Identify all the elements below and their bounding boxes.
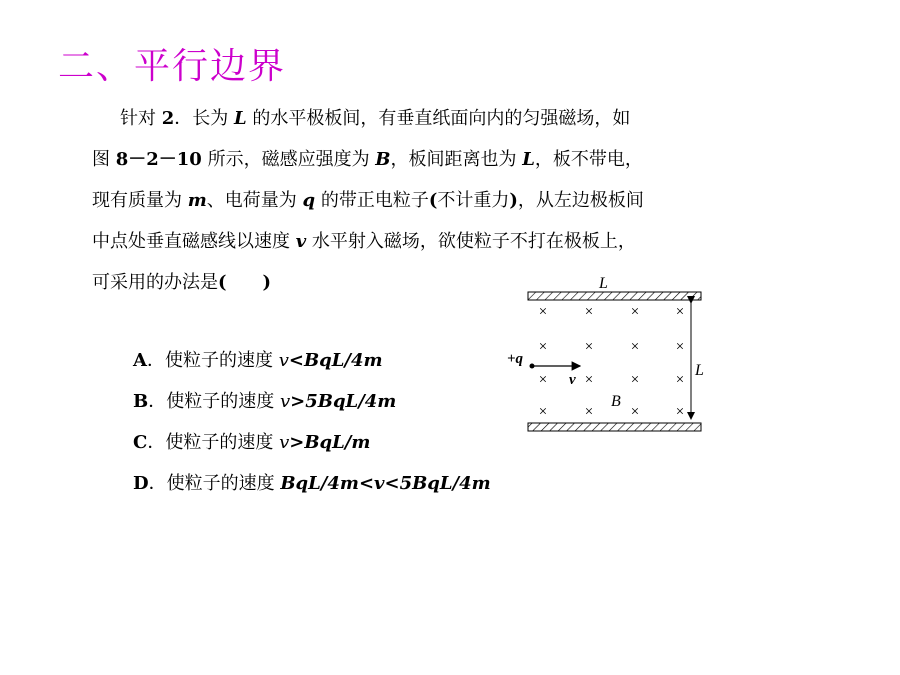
field-label: B [611,393,621,410]
cross-mark: × [584,304,594,320]
answer-options [133,340,491,504]
top-length-label: L [599,275,608,292]
option-a[interactable]: A．使粒子的速度 v<BqL/4m [133,350,383,371]
cross-mark: × [675,339,685,355]
side-length-label: L [695,362,704,379]
question-line-1: 针对 2．长为 L 的水平极板间，有垂直纸面向内的匀强磁场，如 [120,108,631,129]
magnetic-field-diagram [500,268,725,440]
cross-mark: × [630,304,640,320]
section-title: 二、平行边界 [58,46,287,87]
bottom-plate [528,423,701,431]
cross-mark: × [538,304,548,320]
cross-mark: × [675,304,685,320]
cross-mark: × [630,404,640,420]
option-b[interactable]: B．使粒子的速度 v>5BqL/4m [133,391,397,412]
velocity-label: v [569,372,576,388]
cross-mark: × [584,339,594,355]
cross-mark: × [584,372,594,388]
top-plate [528,292,701,300]
option-d[interactable]: D．使粒子的速度 BqL/4m<v<5BqL/4m [133,473,491,494]
cross-mark: × [675,372,685,388]
cross-mark: × [538,404,548,420]
question-line-5: 可采用的办法是( ) [92,272,272,293]
cross-mark: × [584,404,594,420]
cross-mark: × [538,339,548,355]
cross-mark: × [630,339,640,355]
option-c[interactable]: C．使粒子的速度 v>BqL/m [133,432,371,453]
question-line-3: 现有质量为 m、电荷量为 q 的带正电粒子(不计重力)，从左边极板间 [92,190,644,211]
cross-mark: × [538,372,548,388]
particle-dot [530,364,535,369]
cross-mark: × [675,404,685,420]
question-line-4: 中点处垂直磁感线以速度 v 水平射入磁场，欲使粒子不打在极板上， [92,231,636,252]
charge-label: +q [507,351,524,367]
cross-mark: × [630,372,640,388]
question-line-2: 图 8－2－10 所示，磁感应强度为 B，板间距离也为 L，板不带电， [92,149,643,170]
